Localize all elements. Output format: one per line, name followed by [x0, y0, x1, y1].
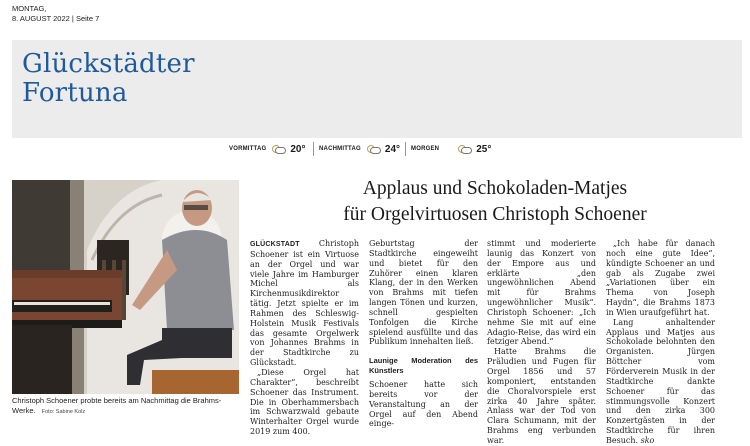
masthead-line2: Fortuna	[22, 78, 128, 108]
weather-tomorrow	[411, 142, 491, 156]
caption-text: Christoph Schoener probte bereits am Nachmittag die Brahms-Werke.	[12, 396, 222, 415]
paragraph: Schoener hatte sich bereits vor der Veranstaltung an der Orgel auf den Abend einge-	[369, 379, 478, 429]
divider	[313, 142, 314, 156]
partly-cloudy-icon	[457, 144, 471, 154]
paragraph: Hatte Brahms die Präludien und Fugen für Orgel 1856 und 57 komponiert, entstanden die Choralvorspiele erst zirka 40 Jahre später. Anlass war der Tod von Clara Schumann, mit der Brahms eng verbunden war.	[487, 347, 596, 445]
masthead-title	[22, 50, 195, 108]
article-column-1	[250, 239, 359, 437]
partly-cloudy-icon	[271, 144, 285, 154]
masthead-line1: Glückstädter	[22, 49, 195, 79]
article-column-2	[369, 239, 478, 429]
masthead	[12, 40, 742, 138]
weather-afternoon	[319, 142, 400, 156]
photo-credit: Foto: Sabine Kolz	[41, 408, 86, 415]
paragraph: „Diese Orgel hat Charakter“, beschreibt Schoener das Instrument. Die in Oberhammersbach im Schwarzwald gebaute Winterhalter Orgel wurde 2019 zum 400.	[250, 367, 359, 437]
paragraph: Lang anhaltender Applaus und Matjes aus Schokolade belohnten den Organisten. Jürgen Böttcher vom Förderverein Musik in der Stadtkirche dankte Schoener für das stimmungsvolle Konzert und den zirka 300 Konzertgästen in der Stadtkirche für ihren Besuch. sko	[606, 317, 715, 445]
weather-temp: 25°	[476, 143, 492, 155]
weather-label: MORGEN	[411, 146, 440, 152]
photo-caption	[12, 396, 242, 417]
page-header: MONTAG, 8. AUGUST 2022 | Seite 7	[12, 4, 100, 23]
headline-line2: für Orgelvirtuosen Christoph Schoener	[343, 204, 647, 225]
subheading: Launige Moderation des Künstlers	[369, 356, 478, 376]
divider	[405, 142, 406, 156]
article-photo	[12, 180, 239, 394]
paragraph: stimmt und moderierte launig das Konzert von der Empore aus und erklärte „den ungewöhnlichen Abend mit für Brahms ungewöhnlicher Musik“. Christoph Schoener: „Ich nehme Sie mit auf eine Adagio-Reise, das wird ein fetziger Abend.“	[487, 239, 596, 347]
paragraph: Geburtstag der Stadtkirche eingeweiht und bietet für den Zuhörer einen klaren Klang, der in den Werken von Brahms mit tiefen langen Tönen und kurzen, schnell gespielten Tonfolgen die Kirche spielend ausfüllte und das Publikum innehalten ließ.	[369, 239, 478, 347]
dateline: GLÜCKSTADT	[250, 241, 300, 248]
issue-date: MONTAG,	[12, 4, 47, 13]
weather-label: VORMITTAG	[229, 146, 267, 152]
article-column-3	[487, 239, 596, 446]
weather-label: NACHMITTAG	[319, 146, 361, 152]
partly-cloudy-icon	[366, 144, 380, 154]
author-signature: sko	[640, 435, 655, 445]
paragraph: GLÜCKSTADT Christoph Schoener ist ein Virtuose an der Orgel und war viele Jahre im Hamburger Michel als Kirchenmusikdirektor tätig. Jetzt spielte er im Rahmen des Schleswig-Holstein Musik Festivals das gesamte Orgelwerk von Johannes Brahms in der Stadtkirche zu Glückstadt.	[250, 239, 359, 368]
paragraph: „Ich habe für danach noch eine gute Idee“, kündigte Schoener an und gab als Zugabe zwei „Variationen über ein Thema von Joseph Haydn“, die Brahms 1873 in Wien uraufgeführt hat.	[606, 239, 715, 317]
headline-line1: Applaus und Schokoladen-Matjes	[362, 178, 628, 199]
page-number: Seite 7	[75, 14, 100, 23]
issue-date-line2: 8. AUGUST 2022	[12, 14, 70, 23]
weather-temp: 20°	[290, 143, 306, 155]
organist-photo-illustration	[12, 180, 239, 394]
weather-morning	[229, 142, 305, 156]
weather-temp: 24°	[384, 143, 401, 155]
article-column-4	[606, 239, 715, 446]
article-headline	[250, 176, 740, 228]
